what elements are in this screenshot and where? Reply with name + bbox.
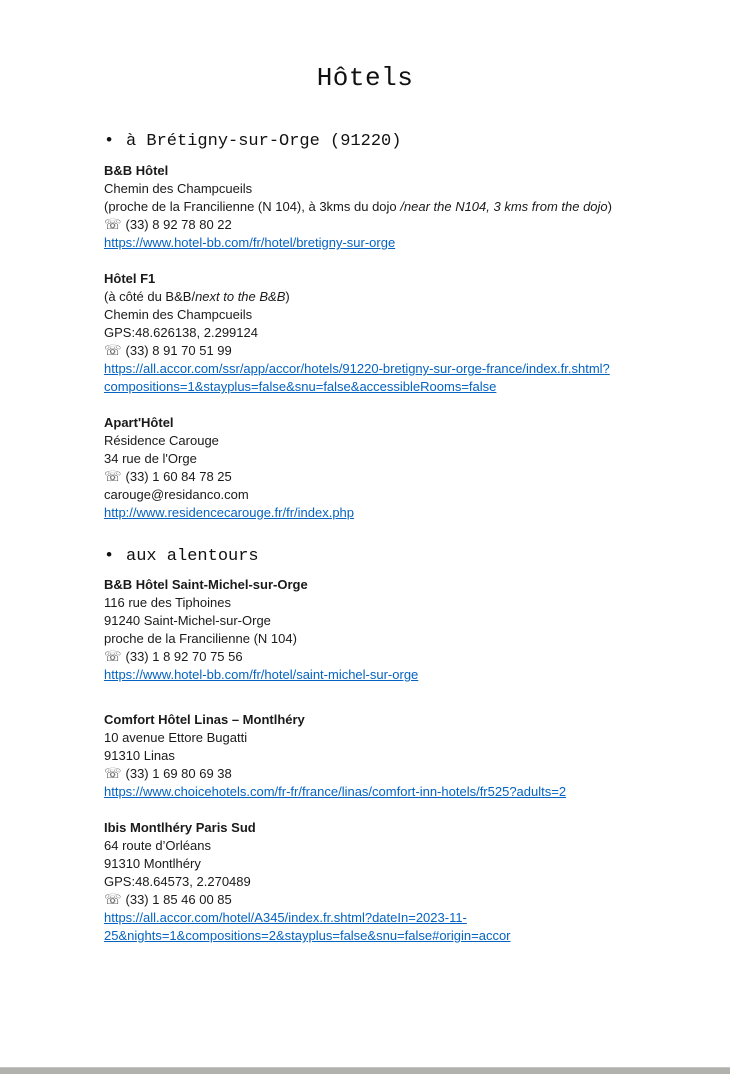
note-suffix: )	[607, 199, 612, 214]
email-line: carouge@residanco.com	[104, 487, 249, 502]
link-line	[104, 234, 649, 252]
address-line: 91310 Montlhéry	[104, 856, 201, 871]
address-line: 91240 Saint-Michel-sur-Orge	[104, 613, 271, 628]
address-line: 91310 Linas	[104, 748, 175, 763]
section-heading-text: aux alentours	[126, 547, 259, 566]
hotel-link[interactable]: https://www.choicehotels.com/fr-fr/france/linas/comfort-inn-hotels/fr525?adults=2	[104, 784, 567, 799]
hotel-name: B&B Hôtel Saint-Michel-sur-Orge	[104, 577, 308, 592]
address-line: 34 rue de l'Orge	[104, 451, 197, 466]
hotel-name: Comfort Hôtel Linas – Montlhéry	[104, 712, 305, 727]
phone-number: (33) 1 8 92 70 75 56	[125, 649, 243, 664]
hotel-entry	[104, 819, 649, 945]
link-line	[104, 360, 649, 396]
hotel-entry	[104, 162, 649, 252]
note-italic: next to the B&B	[195, 289, 286, 304]
phone-number: (33) 1 69 80 69 38	[125, 766, 232, 781]
page-bottom-edge	[0, 1067, 730, 1074]
link-line	[104, 504, 649, 522]
phone-icon: ☏	[104, 766, 122, 782]
phone-icon: ☏	[104, 217, 122, 233]
address-line: 116 rue des Tiphoines	[104, 595, 231, 610]
hotel-section	[104, 132, 649, 522]
hotel-link[interactable]: https://all.accor.com/hotel/A345/index.fr.shtml?dateIn=2023-11-25&nights=1&compositions=2&stayplus=false&snu=false#origin=accor	[104, 910, 511, 943]
hotel-link[interactable]: http://www.residencecarouge.fr/fr/index.php	[104, 505, 355, 520]
hotel-link[interactable]: https://all.accor.com/ssr/app/accor/hotels/91220-bretigny-sur-orge-france/index.fr.shtml?compositions=1&stayplus=false&snu=false&accessibleRooms=false	[104, 361, 610, 394]
bullet-icon: •	[104, 547, 115, 566]
note-line	[104, 198, 649, 216]
hotel-entry	[104, 270, 649, 396]
bullet-icon: •	[104, 132, 115, 151]
link-line	[104, 666, 649, 684]
section-heading	[104, 547, 649, 567]
hotel-name: Apart'Hôtel	[104, 415, 174, 430]
section-heading	[104, 132, 649, 152]
hotel-name: B&B Hôtel	[104, 163, 169, 178]
phone-number: (33) 1 60 84 78 25	[125, 469, 232, 484]
hotel-entry	[104, 711, 649, 801]
hotel-section	[104, 547, 649, 945]
hotel-list-content	[0, 132, 730, 945]
note-italic: /near the N104, 3 kms from the dojo	[400, 199, 608, 214]
phone-icon: ☏	[104, 469, 122, 485]
phone-line	[104, 891, 649, 909]
hotel-link[interactable]: https://www.hotel-bb.com/fr/hotel/saint-michel-sur-orge	[104, 667, 419, 682]
phone-line	[104, 765, 649, 783]
note-line	[104, 288, 649, 306]
address-line: Chemin des Champcueils	[104, 181, 253, 196]
phone-icon: ☏	[104, 343, 122, 359]
phone-line	[104, 468, 649, 486]
phone-line	[104, 216, 649, 234]
address-line: Chemin des Champcueils	[104, 307, 253, 322]
link-line	[104, 783, 649, 801]
address-line: proche de la Francilienne (N 104)	[104, 631, 297, 646]
phone-icon: ☏	[104, 649, 122, 665]
hotel-entry	[104, 576, 649, 684]
address-line: 10 avenue Ettore Bugatti	[104, 730, 248, 745]
document-header	[0, 62, 730, 94]
note-suffix: )	[285, 289, 290, 304]
address-line: Résidence Carouge	[104, 433, 219, 448]
section-heading-text: à Brétigny-sur-Orge (91220)	[126, 132, 402, 151]
gps-line: GPS:48.64573, 2.270489	[104, 874, 251, 889]
hotel-link[interactable]: https://www.hotel-bb.com/fr/hotel/bretigny-sur-orge	[104, 235, 396, 250]
phone-number: (33) 1 85 46 00 85	[125, 892, 232, 907]
phone-icon: ☏	[104, 892, 122, 908]
phone-number: (33) 8 92 78 80 22	[125, 217, 232, 232]
hotel-entry	[104, 414, 649, 522]
hotel-name: Ibis Montlhéry Paris Sud	[104, 820, 256, 835]
note-prefix: (proche de la Francilienne (N 104), à 3kms du dojo	[104, 199, 401, 214]
page-title: Hôtels	[316, 63, 414, 93]
hotel-name: Hôtel F1	[104, 271, 156, 286]
phone-line	[104, 648, 649, 666]
gps-line: GPS:48.626138, 2.299124	[104, 325, 258, 340]
link-line	[104, 909, 649, 945]
note-prefix: (à côté du B&B/	[104, 289, 196, 304]
phone-number: (33) 8 91 70 51 99	[125, 343, 232, 358]
phone-line	[104, 342, 649, 360]
address-line: 64 route d’Orléans	[104, 838, 211, 853]
